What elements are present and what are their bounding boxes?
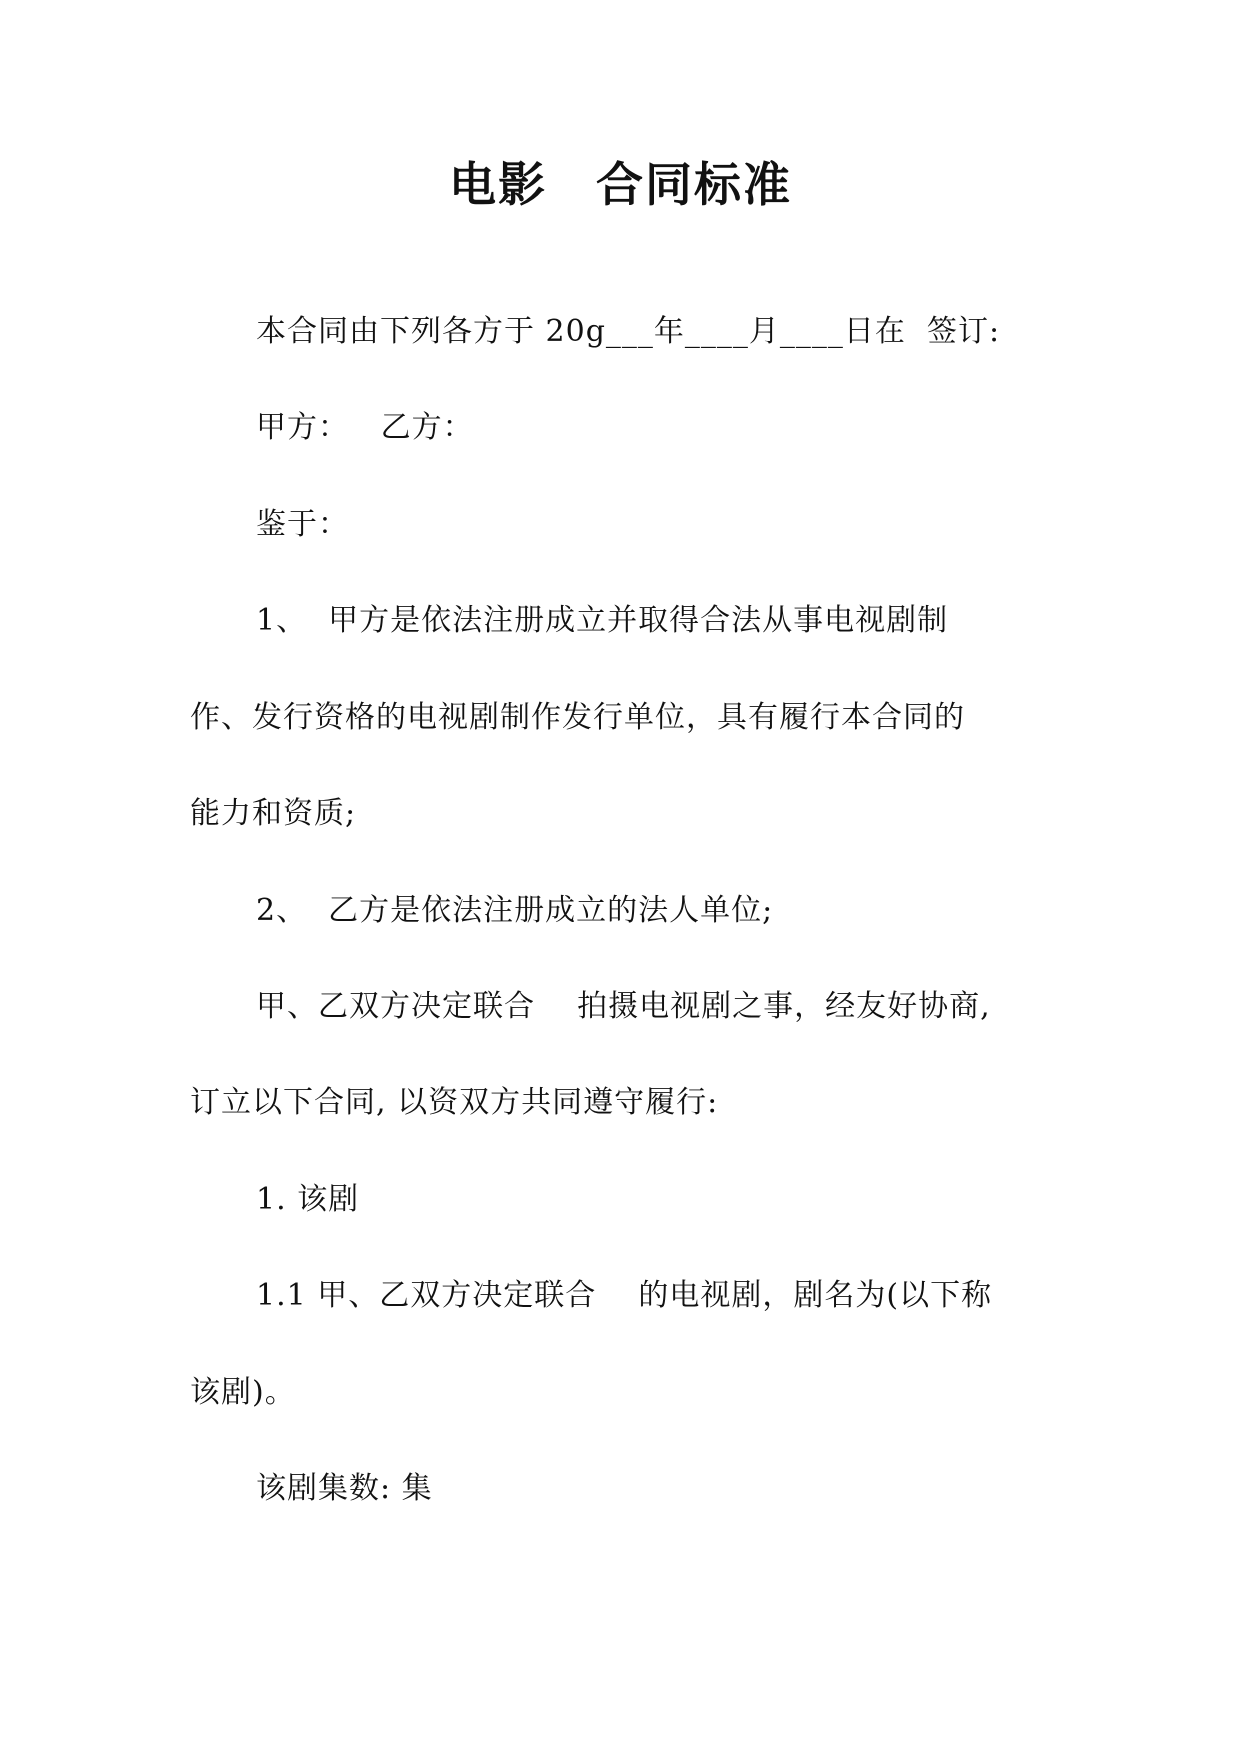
agreement-line-2: 订立以下合同, 以资双方共同遵守履行: [190,1085,719,1120]
parties-line: 甲方： 乙方： [256,410,474,445]
clause-2-line: 2、 乙方是依法注册成立的法人单位; [256,893,774,928]
clause-1-line-1: 1、 甲方是依法注册成立并取得合法从事电视剧制 [256,603,949,638]
agreement-line-1: 甲、乙双方决定联合 拍摄电视剧之事，经友好协商, [256,989,991,1024]
whereas-heading: 鉴于： [256,507,349,542]
section-1-1-line-1: 1.1 甲、乙双方决定联合 的电视剧，剧名为(以下称 [256,1278,993,1313]
clause-1-line-2: 作、发行资格的电视剧制作发行单位，具有履行本合同的 [190,700,965,735]
episode-count-line: 该剧集数: 集 [256,1471,433,1506]
clause-1-line-3: 能力和资质; [190,796,357,831]
document-title: 电影 合同标准 [449,158,792,213]
section-1-heading: 1. 该剧 [256,1182,360,1217]
signing-date-line: 本合同由下列各方于 20g___年____月____日在 签订: [256,314,1001,349]
section-1-1-line-2: 该剧)。 [190,1375,296,1410]
